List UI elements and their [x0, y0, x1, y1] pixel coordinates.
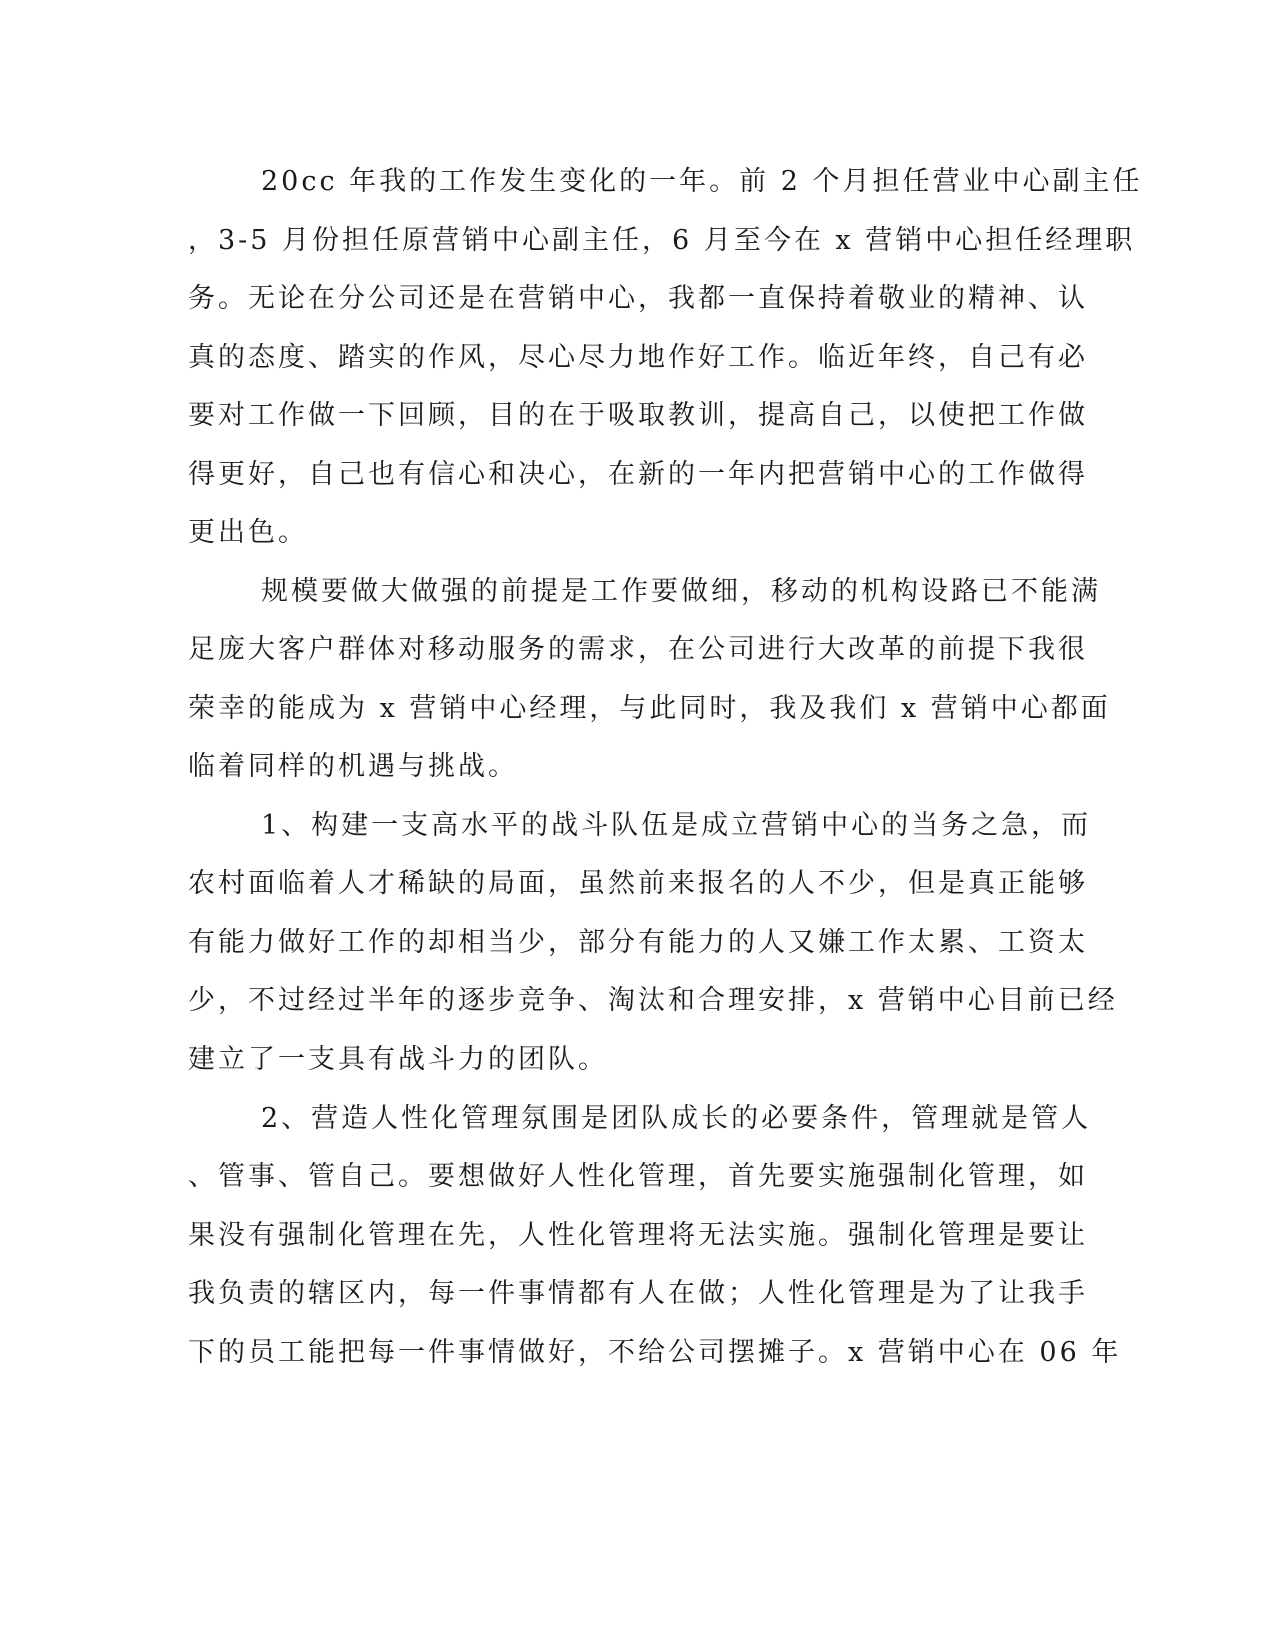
paragraph-1-line-7: 更出色。 [188, 517, 308, 548]
paragraph-2-line-4: 临着同样的机遇与挑战。 [188, 751, 518, 782]
paragraph-4-line-2: 、管事、管自己。要想做好人性化管理，首先要实施强制化管理，如 [188, 1161, 1088, 1192]
paragraph-4-line-3: 果没有强制化管理在先，人性化管理将无法实施。强制化管理是要让 [188, 1220, 1088, 1251]
paragraph-3-line-2: 农村面临着人才稀缺的局面，虽然前来报名的人不少，但是真正能够 [188, 868, 1088, 899]
paragraph-1-line-3: 务。无论在分公司还是在营销中心，我都一直保持着敬业的精神、认 [188, 283, 1088, 314]
paragraph-1-line-2: ，3-5 月份担任原营销中心副主任，6 月至今在 x 营销中心担任经理职 [188, 225, 1136, 256]
paragraph-1-line-5: 要对工作做一下回顾，目的在于吸取教训，提高自己，以使把工作做 [188, 400, 1088, 431]
paragraph-1-line-4: 真的态度、踏实的作风，尽心尽力地作好工作。临近年终，自己有必 [188, 342, 1088, 373]
paragraph-1-line-6: 得更好，自己也有信心和决心，在新的一年内把营销中心的工作做得 [188, 459, 1088, 490]
paragraph-3-line-4: 少，不过经过半年的逐步竞争、淘汰和合理安排，x 营销中心目前已经 [188, 985, 1118, 1016]
paragraph-2-line-1: 规模要做大做强的前提是工作要做细，移动的机构设路已不能满 [261, 576, 1101, 607]
paragraph-4-line-1: 2、营造人性化管理氛围是团队成长的必要条件，管理就是管人 [261, 1103, 1092, 1134]
paragraph-4-line-5: 下的员工能把每一件事情做好，不给公司摆摊子。x 营销中心在 06 年 [188, 1337, 1122, 1368]
paragraph-4-line-4: 我负责的辖区内，每一件事情都有人在做；人性化管理是为了让我手 [188, 1278, 1088, 1309]
paragraph-1-line-1: 20cc 年我的工作发生变化的一年。前 2 个月担任营业中心副主任 [261, 166, 1143, 197]
paragraph-3-line-1: 1、构建一支高水平的战斗队伍是成立营销中心的当务之急，而 [261, 810, 1092, 841]
paragraph-2-line-2: 足庞大客户群体对移动服务的需求，在公司进行大改革的前提下我很 [188, 634, 1088, 665]
paragraph-3-line-3: 有能力做好工作的却相当少，部分有能力的人又嫌工作太累、工资太 [188, 927, 1088, 958]
paragraph-2-line-3: 荣幸的能成为 x 营销中心经理，与此同时，我及我们 x 营销中心都面 [188, 693, 1111, 724]
paragraph-3-line-5: 建立了一支具有战斗力的团队。 [188, 1044, 608, 1075]
